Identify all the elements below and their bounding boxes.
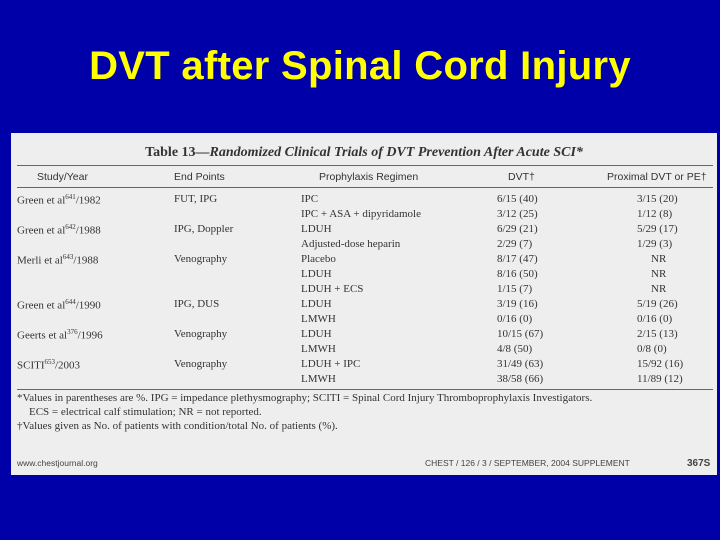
cell-proximal: 15/92 (16) bbox=[637, 358, 684, 370]
cell-proximal: 3/15 (20) bbox=[637, 193, 678, 205]
cell-dvt: 4/8 (50) bbox=[497, 343, 533, 355]
footer-journal-url: www.chestjournal.org bbox=[17, 458, 98, 468]
table-title bbox=[11, 145, 717, 161]
table-note-1: *Values in parentheses are %. IPG = impedance plethysmography; SCITI = Spinal Cord Injury Thromboprophylaxis Investigators. bbox=[17, 392, 593, 404]
cell-proximal: 5/19 (26) bbox=[637, 298, 678, 310]
cell-dvt: 6/29 (21) bbox=[497, 223, 538, 235]
cell-dvt: 3/19 (16) bbox=[497, 298, 538, 310]
cell-proximal: NR bbox=[651, 268, 667, 280]
cell-proximal: 5/29 (17) bbox=[637, 223, 678, 235]
cell-dvt: 6/15 (40) bbox=[497, 193, 538, 205]
cell-regimen: LDUH bbox=[301, 223, 332, 235]
cell-regimen: LMWH bbox=[301, 373, 336, 385]
cell-dvt: 10/15 (67) bbox=[497, 328, 544, 340]
cell-dvt: 8/16 (50) bbox=[497, 268, 538, 280]
cell-proximal: 11/89 (12) bbox=[637, 373, 683, 385]
cell-proximal: 0/16 (0) bbox=[637, 313, 673, 325]
table-note-2: ECS = electrical calf stimulation; NR = not reported. bbox=[29, 406, 262, 418]
cell-proximal: NR bbox=[651, 253, 667, 265]
cell-regimen: LDUH bbox=[301, 298, 332, 310]
header-proximal-dvt-pe: Proximal DVT or PE† bbox=[607, 171, 707, 183]
cell-proximal: 2/15 (13) bbox=[637, 328, 678, 340]
footer-citation: CHEST / 126 / 3 / SEPTEMBER, 2004 SUPPLEMENT bbox=[425, 458, 630, 468]
cell-endpoints: Venography bbox=[174, 358, 228, 370]
header-end-points: End Points bbox=[174, 171, 225, 183]
header-prophylaxis-regimen: Prophylaxis Regimen bbox=[319, 171, 419, 183]
table-note-3: †Values given as No. of patients with condition/total No. of patients (%). bbox=[17, 420, 338, 432]
slide-title: DVT after Spinal Cord Injury bbox=[89, 44, 631, 88]
cell-study: Geerts et $al^{376}/1996$ bbox=[17, 328, 103, 342]
cell-endpoints: IPG, Doppler bbox=[174, 223, 234, 235]
cell-regimen: LDUH bbox=[301, 328, 332, 340]
cell-endpoints: IPG, DUS bbox=[174, 298, 220, 310]
cell-regimen: LDUH + IPC bbox=[301, 358, 361, 370]
cell-study: SCITI$^{653}$/2003 bbox=[17, 358, 81, 372]
cell-regimen: LDUH + ECS bbox=[301, 283, 364, 295]
cell-study: Green et $al^{641}/1982$ bbox=[17, 193, 101, 207]
cell-study: Merli et $al^{643}/1988$ bbox=[17, 253, 99, 267]
cell-endpoints: FUT, IPG bbox=[174, 193, 218, 205]
cell-dvt: 31/49 (63) bbox=[497, 358, 544, 370]
cell-proximal: 0/8 (0) bbox=[637, 343, 667, 355]
cell-regimen: LDUH bbox=[301, 268, 332, 280]
footer-page-number: 367S bbox=[687, 458, 711, 469]
header-top-rule bbox=[17, 165, 713, 166]
journal-table-image bbox=[11, 133, 717, 475]
table-bottom-rule bbox=[17, 389, 713, 390]
header-bottom-rule bbox=[17, 187, 713, 188]
cell-dvt: 0/16 (0) bbox=[497, 313, 533, 325]
header-study-year: Study/Year bbox=[37, 171, 88, 183]
cell-dvt: 3/12 (25) bbox=[497, 208, 538, 220]
table-title-text: —Randomized Clinical Trials of DVT Prevention After Acute SCI* bbox=[195, 145, 583, 160]
cell-endpoints: Venography bbox=[174, 253, 228, 265]
cell-proximal: 1/29 (3) bbox=[637, 238, 673, 250]
cell-regimen: Placebo bbox=[301, 253, 336, 265]
cell-dvt: 2/29 (7) bbox=[497, 238, 533, 250]
cell-dvt: 1/15 (7) bbox=[497, 283, 533, 295]
cell-regimen: Adjusted-dose heparin bbox=[301, 238, 401, 250]
cell-regimen: LMWH bbox=[301, 343, 336, 355]
header-dvt: DVT† bbox=[508, 171, 535, 183]
cell-dvt: 8/17 (47) bbox=[497, 253, 538, 265]
cell-study: Green et $al^{642}/1988$ bbox=[17, 223, 101, 237]
cell-proximal: NR bbox=[651, 283, 667, 295]
cell-endpoints: Venography bbox=[174, 328, 228, 340]
cell-dvt: 38/58 (66) bbox=[497, 373, 544, 385]
cell-regimen: IPC bbox=[301, 193, 319, 205]
cell-regimen: IPC + ASA + dipyridamole bbox=[301, 208, 421, 220]
cell-study: Green et $al^{644}/1990$ bbox=[17, 298, 101, 312]
cell-regimen: LMWH bbox=[301, 313, 336, 325]
cell-proximal: 1/12 (8) bbox=[637, 208, 673, 220]
table-title-label: Table 13 bbox=[145, 145, 196, 160]
